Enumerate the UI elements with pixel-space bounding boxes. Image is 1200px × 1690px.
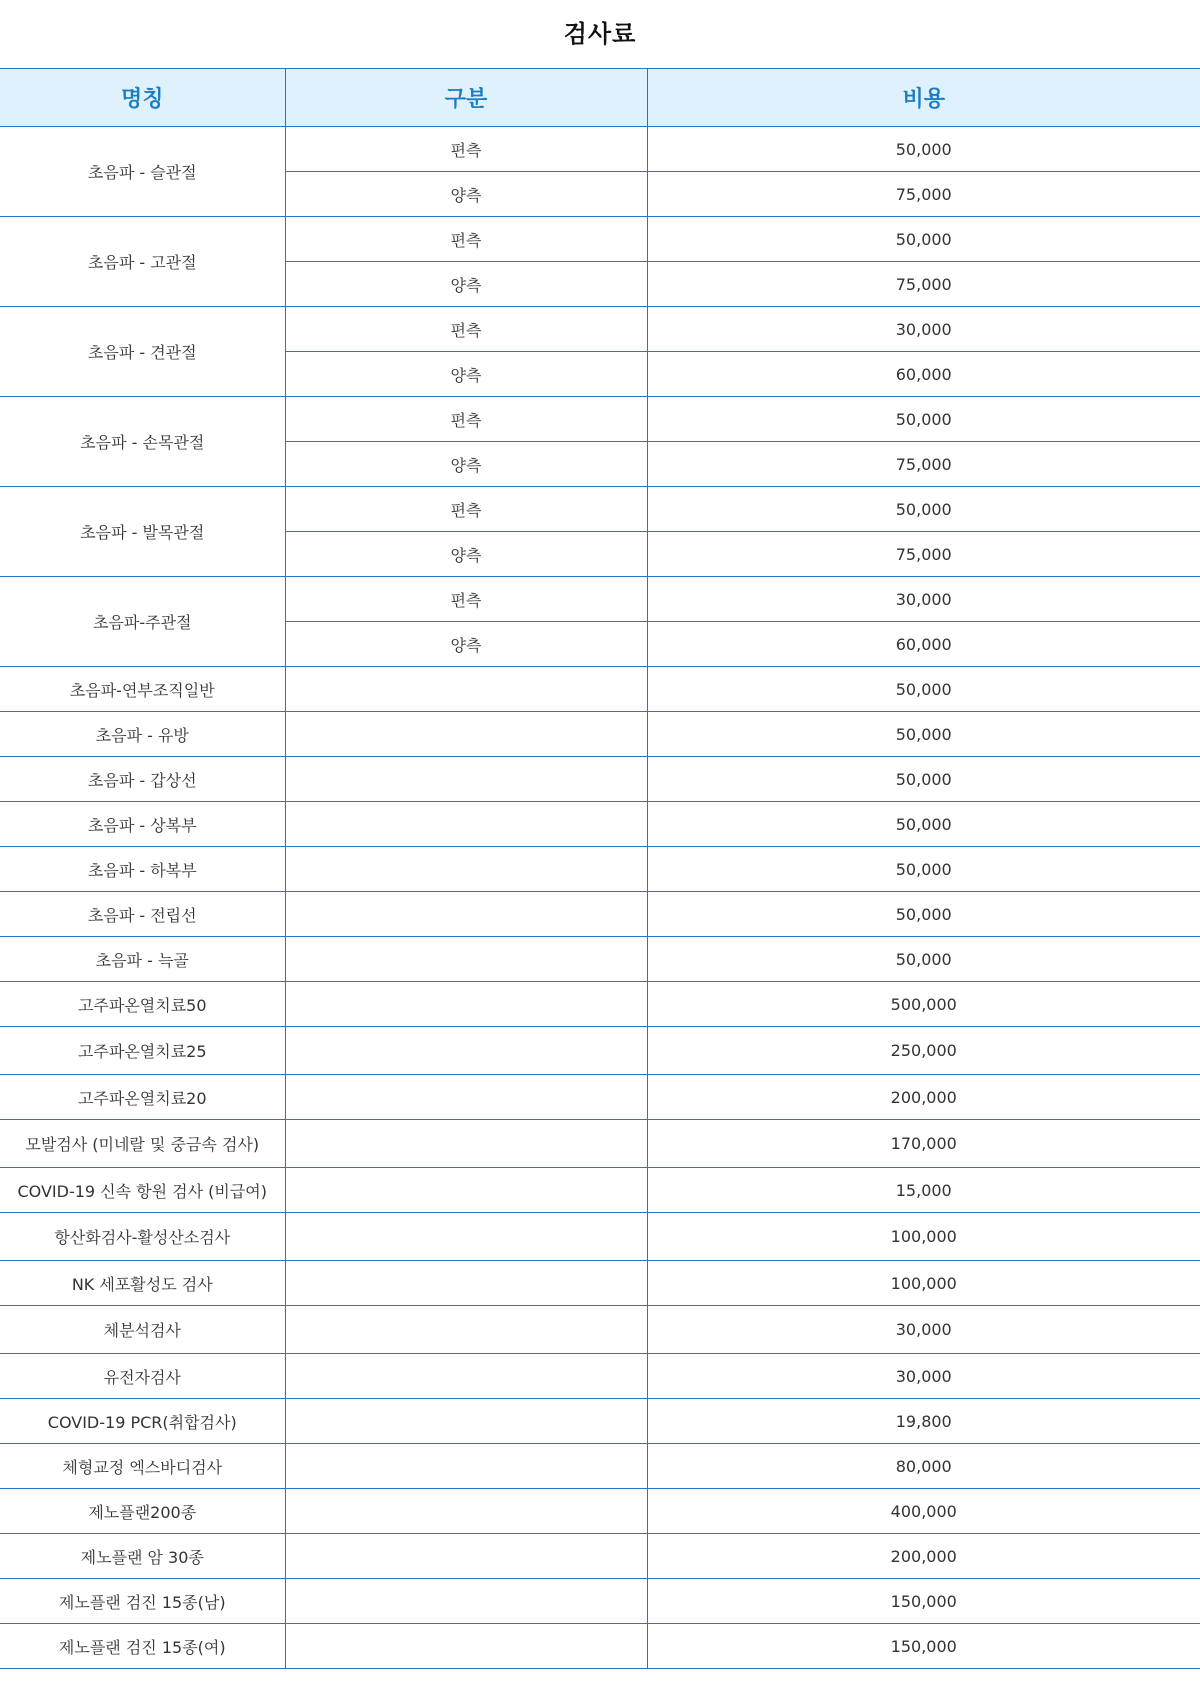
item-cost: 50,000: [647, 757, 1200, 802]
item-type-empty: [285, 1354, 647, 1399]
item-type-empty: [285, 1624, 647, 1669]
item-name: 고주파온열치료25: [0, 1027, 285, 1075]
item-type-empty: [285, 1213, 647, 1261]
item-type-empty: [285, 1579, 647, 1624]
item-cost: 50,000: [647, 802, 1200, 847]
item-name: 유전자검사: [0, 1354, 285, 1399]
item-cost: 170,000: [647, 1120, 1200, 1168]
item-name: 제노플랜200종: [0, 1489, 285, 1534]
item-name: 초음파 - 전립선: [0, 892, 285, 937]
item-type-empty: [285, 1075, 647, 1120]
item-cost: 100,000: [647, 1261, 1200, 1306]
item-type-empty: [285, 1399, 647, 1444]
fee-table-header: [0, 69, 1200, 127]
item-name: 모발검사 (미네랄 및 중금속 검사): [0, 1120, 285, 1168]
item-name: 초음파 - 유방: [0, 712, 285, 757]
table-row: [0, 1027, 1200, 1075]
table-row: [0, 1075, 1200, 1120]
table-row: [0, 1624, 1200, 1669]
table-row: [0, 937, 1200, 982]
item-type: 양측: [285, 532, 647, 577]
item-cost: 200,000: [647, 1075, 1200, 1120]
item-cost: 60,000: [647, 352, 1200, 397]
item-name: 고주파온열치료50: [0, 982, 285, 1027]
item-type-empty: [285, 982, 647, 1027]
table-row: [0, 1306, 1200, 1354]
item-name: 초음파 - 손목관절: [0, 397, 285, 487]
table-row: [0, 397, 1200, 442]
item-cost: 30,000: [647, 577, 1200, 622]
item-cost: 50,000: [647, 937, 1200, 982]
item-name: 초음파 - 고관절: [0, 217, 285, 307]
fee-table: [0, 68, 1200, 1669]
item-type: 편측: [285, 307, 647, 352]
item-type-empty: [285, 1168, 647, 1213]
item-name: COVID-19 PCR(취합검사): [0, 1399, 285, 1444]
table-row: [0, 487, 1200, 532]
header-type: 구분: [285, 69, 647, 127]
item-type-empty: [285, 847, 647, 892]
item-cost: 75,000: [647, 442, 1200, 487]
table-row: [0, 802, 1200, 847]
item-type-empty: [285, 1027, 647, 1075]
item-type: 양측: [285, 352, 647, 397]
item-type-empty: [285, 802, 647, 847]
item-cost: 400,000: [647, 1489, 1200, 1534]
item-cost: 200,000: [647, 1534, 1200, 1579]
item-name: 제노플랜 검진 15종(여): [0, 1624, 285, 1669]
item-cost: 30,000: [647, 1354, 1200, 1399]
table-row: [0, 307, 1200, 352]
item-name: 제노플랜 검진 15종(남): [0, 1579, 285, 1624]
fee-table-body: [0, 127, 1200, 1669]
item-type: 양측: [285, 622, 647, 667]
table-row: [0, 712, 1200, 757]
item-cost: 75,000: [647, 532, 1200, 577]
item-name: 초음파 - 하복부: [0, 847, 285, 892]
table-row: [0, 757, 1200, 802]
item-type: 편측: [285, 127, 647, 172]
item-type: 편측: [285, 487, 647, 532]
table-row: [0, 982, 1200, 1027]
item-cost: 80,000: [647, 1444, 1200, 1489]
item-cost: 150,000: [647, 1579, 1200, 1624]
table-row: [0, 1444, 1200, 1489]
item-type-empty: [285, 757, 647, 802]
table-row: [0, 217, 1200, 262]
table-row: [0, 1354, 1200, 1399]
table-row: [0, 1579, 1200, 1624]
item-cost: 100,000: [647, 1213, 1200, 1261]
table-row: [0, 127, 1200, 172]
item-type-empty: [285, 1120, 647, 1168]
item-type-empty: [285, 1444, 647, 1489]
item-cost: 50,000: [647, 127, 1200, 172]
item-name: 체형교정 엑스바디검사: [0, 1444, 285, 1489]
item-cost: 50,000: [647, 892, 1200, 937]
item-name: 제노플랜 암 30종: [0, 1534, 285, 1579]
item-cost: 150,000: [647, 1624, 1200, 1669]
item-cost: 15,000: [647, 1168, 1200, 1213]
item-name: 고주파온열치료20: [0, 1075, 285, 1120]
item-cost: 50,000: [647, 397, 1200, 442]
item-cost: 50,000: [647, 217, 1200, 262]
page-title: 검사료: [563, 20, 637, 48]
table-row: [0, 1120, 1200, 1168]
item-type: 편측: [285, 397, 647, 442]
item-cost: 500,000: [647, 982, 1200, 1027]
item-type-empty: [285, 1261, 647, 1306]
item-type: 편측: [285, 577, 647, 622]
item-name: 초음파 - 발목관절: [0, 487, 285, 577]
item-name: 초음파 - 견관절: [0, 307, 285, 397]
table-row: [0, 1534, 1200, 1579]
item-type: 편측: [285, 217, 647, 262]
item-cost: 30,000: [647, 307, 1200, 352]
item-type-empty: [285, 712, 647, 757]
item-cost: 50,000: [647, 712, 1200, 757]
item-type-empty: [285, 667, 647, 712]
table-row: [0, 1399, 1200, 1444]
item-name: 초음파 - 상복부: [0, 802, 285, 847]
item-name: 체분석검사: [0, 1306, 285, 1354]
header-cost: 비용: [647, 69, 1200, 127]
item-type: 양측: [285, 442, 647, 487]
item-cost: 75,000: [647, 172, 1200, 217]
item-name: 초음파-연부조직일반: [0, 667, 285, 712]
table-row: [0, 892, 1200, 937]
table-row: [0, 577, 1200, 622]
item-name: COVID-19 신속 항원 검사 (비급여): [0, 1168, 285, 1213]
item-name: 초음파 - 늑골: [0, 937, 285, 982]
item-cost: 50,000: [647, 847, 1200, 892]
table-row: [0, 667, 1200, 712]
item-cost: 50,000: [647, 667, 1200, 712]
item-cost: 50,000: [647, 487, 1200, 532]
table-row: [0, 1261, 1200, 1306]
table-row: [0, 1213, 1200, 1261]
item-name: 초음파 - 슬관절: [0, 127, 285, 217]
item-cost: 30,000: [647, 1306, 1200, 1354]
item-type-empty: [285, 1534, 647, 1579]
item-name: 초음파 - 갑상선: [0, 757, 285, 802]
table-row: [0, 1168, 1200, 1213]
item-cost: 75,000: [647, 262, 1200, 307]
item-cost: 60,000: [647, 622, 1200, 667]
item-type-empty: [285, 892, 647, 937]
table-row: [0, 847, 1200, 892]
item-type-empty: [285, 937, 647, 982]
header-name: 명칭: [0, 69, 285, 127]
item-type-empty: [285, 1306, 647, 1354]
item-cost: 250,000: [647, 1027, 1200, 1075]
item-type-empty: [285, 1489, 647, 1534]
table-row: [0, 1489, 1200, 1534]
item-type: 양측: [285, 172, 647, 217]
item-name: 항산화검사-활성산소검사: [0, 1213, 285, 1261]
item-name: 초음파-주관절: [0, 577, 285, 667]
item-name: NK 세포활성도 검사: [0, 1261, 285, 1306]
item-cost: 19,800: [647, 1399, 1200, 1444]
item-type: 양측: [285, 262, 647, 307]
